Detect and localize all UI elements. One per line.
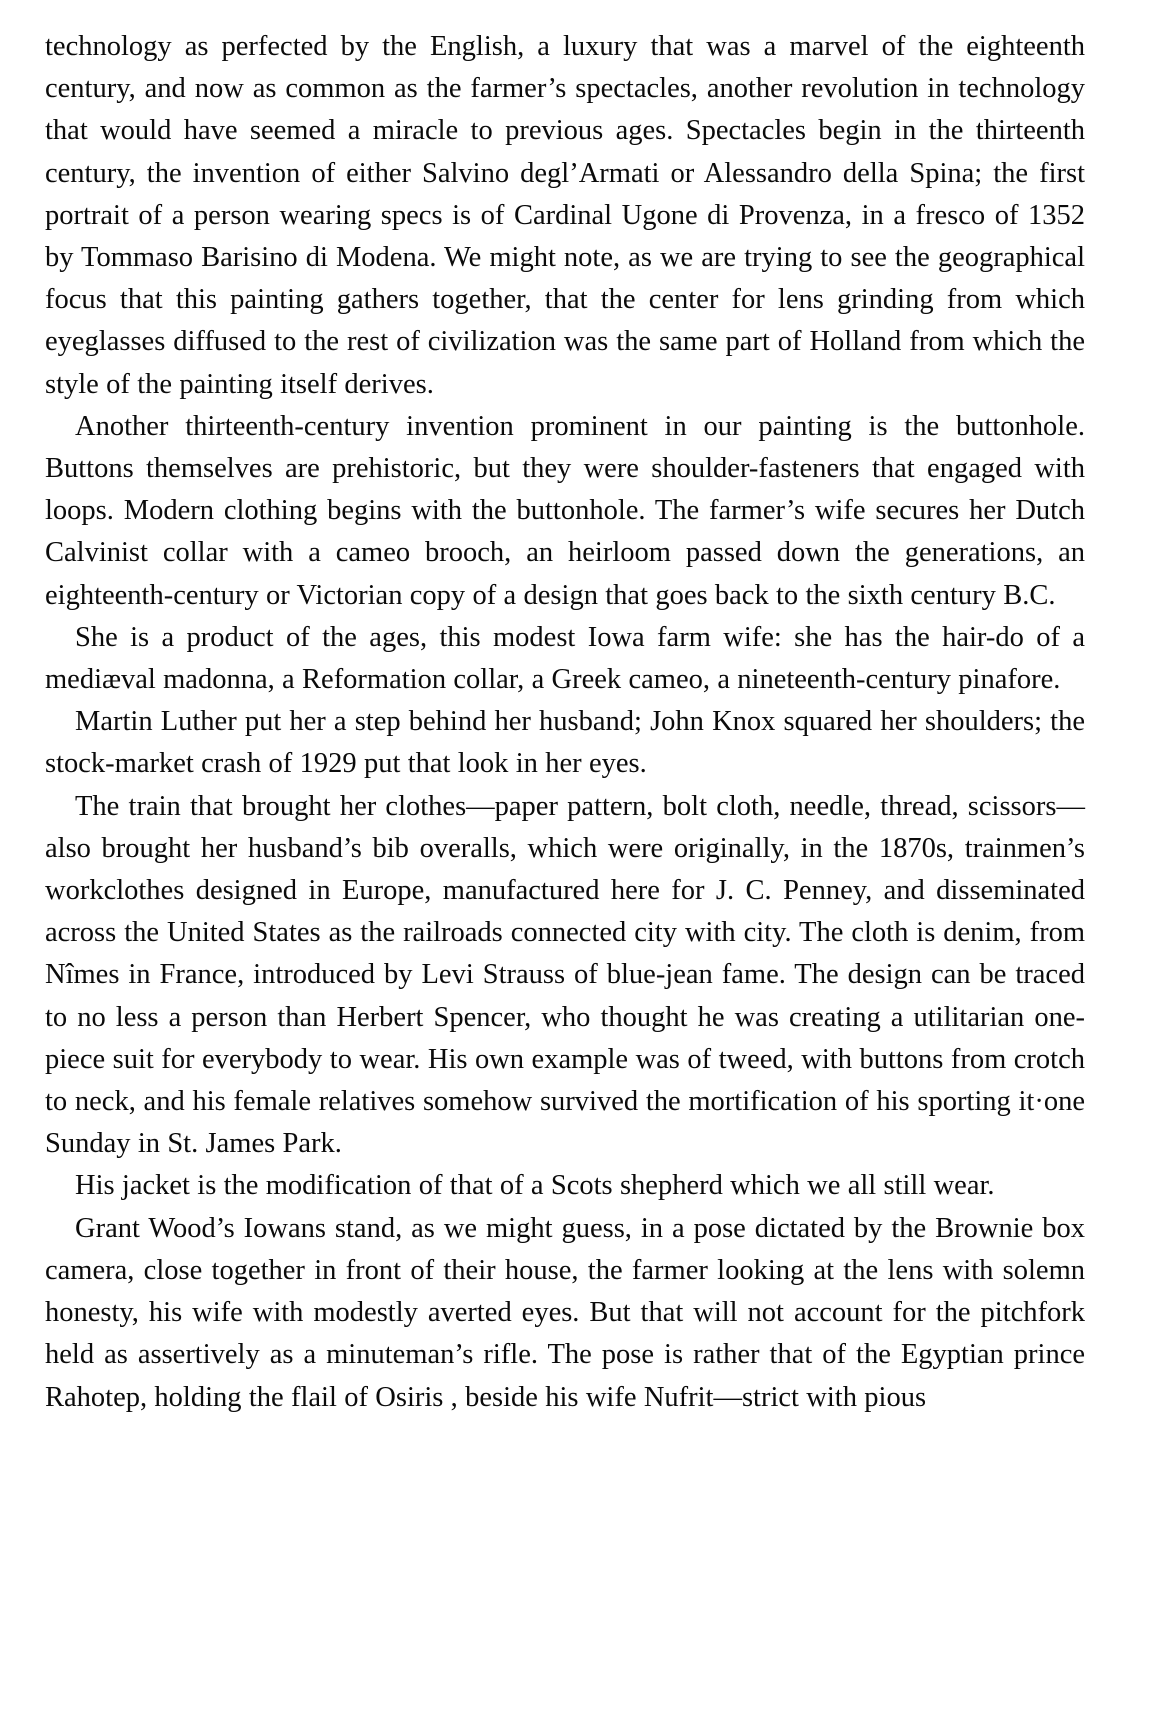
body-text-column bbox=[45, 26, 1085, 1419]
paragraph: Martin Luther put her a step behind her husband; John Knox squared her shoulders; the stock-market crash of 1929 put that look in her eyes. bbox=[45, 706, 1085, 780]
paragraph: Grant Wood’s Iowans stand, as we might guess, in a pose dictated by the Brownie box camera, close together in front of their house, the farmer looking at the lens with solemn honesty, his wife with modestly averted eyes. But that will not account for the pitchfork held as assertively as a minuteman’s rifle. The pose is rather that of the Egyptian prince Rahotep, holding the flail of Osiris , beside his wife Nufrit—strict with pious bbox=[45, 1212, 1085, 1413]
paragraph: Another thirteenth-century invention prominent in our painting is the buttonhole. Buttons themselves are prehistoric, but they were shoulder-fasteners that engaged with loops. Modern clothing begins with the buttonhole. The farmer’s wife secures her Dutch Calvinist collar with a cameo brooch, an heirloom passed down the generations, an eighteenth-century or Victorian copy of a design that goes back to the sixth century B.C. bbox=[45, 410, 1085, 611]
paragraph: She is a product of the ages, this modest Iowa farm wife: she has the hair-do of a mediæval madonna, a Reformation collar, a Greek cameo, a nineteenth-century pinafore. bbox=[45, 621, 1085, 696]
paragraph: The train that brought her clothes—paper pattern, bolt cloth, needle, thread, scissors—also brought her husband’s bib overalls, which were originally, in the 1870s, trainmen’s workclothes designed in Europe, manufactured here for J. C. Penney, and disseminated across the United States as the railroads connected city with city. The cloth is denim, from Nîmes in France, introduced by Levi Strauss of blue-jean fame. The design can be traced to no less a person than Herbert Spencer, who thought he was creating a utilitarian one-piece suit for everybody to wear. His own example was of tweed, with buttons from crotch to neck, and his female relatives somehow survived the mortification of his sporting it·one Sunday in St. James Park. bbox=[45, 790, 1085, 1160]
paragraph: His jacket is the modification of that of a Scots shepherd which we all still wear. bbox=[75, 1170, 995, 1202]
paragraph: technology as perfected by the English, a luxury that was a marvel of the eighteenth century, and now as common as the farmer’s spectacles, another revolution in technology that would have seemed a miracle to previous ages. Spectacles begin in the thirteenth century, the invention of either Salvino degl’Armati or Alessandro della Spina; the first portrait of a person wearing specs is of Cardinal Ugone di Provenza, in a fresco of 1352 by Tommaso Barisino di Modena. We might note, as we are trying to see the geographical focus that this painting gathers together, that the center for lens grinding from which eyeglasses diffused to the rest of civilization was the same part of Holland from which the style of the painting itself derives. bbox=[45, 31, 1085, 400]
